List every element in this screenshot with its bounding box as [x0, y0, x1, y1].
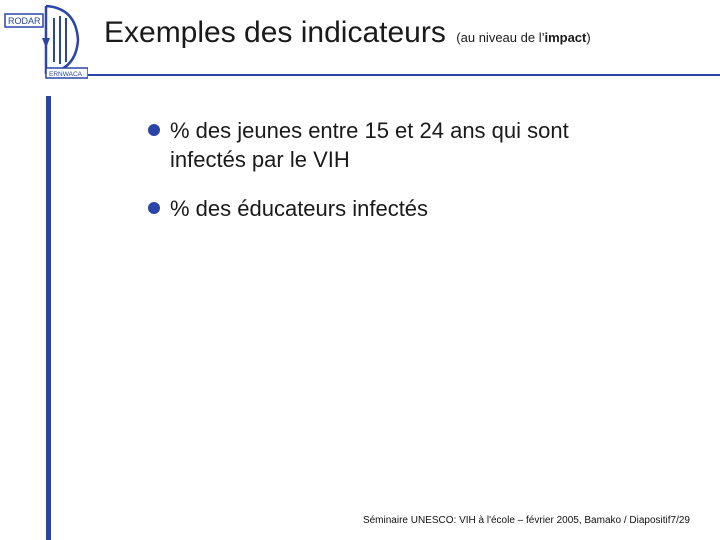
- title-main: Exemples des indicateurs: [104, 16, 446, 49]
- page-title: [104, 16, 591, 50]
- bullet-text: % des éducateurs infectés: [170, 196, 429, 221]
- title-divider: [88, 74, 720, 76]
- bullet-dot-icon: [148, 202, 160, 214]
- title-subtitle: (au niveau de l’impact): [456, 30, 591, 45]
- bullet-dot-icon: [148, 124, 160, 136]
- side-divider: [46, 96, 51, 540]
- svg-text:RODAR: RODAR: [8, 16, 41, 26]
- svg-text:ERNWACA: ERNWACA: [49, 71, 82, 78]
- slide-footer: Séminaire UNESCO: VIH à l'école – février 2005, Bamako / Diapositif7/29: [362, 515, 690, 526]
- organization-logo: [4, 4, 88, 80]
- bullet-text: % des jeunes entre 15 et 24 ans qui sont infectés par le VIH: [170, 118, 569, 172]
